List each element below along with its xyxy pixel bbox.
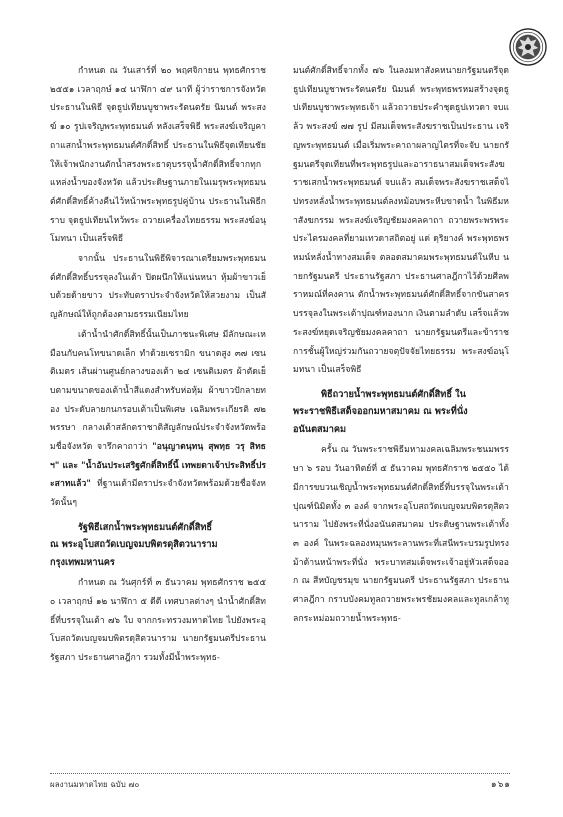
heading-line: ณ พระอุโบสถวัดเบญจมบพิตรดุสิตวนาราม xyxy=(50,539,218,551)
left-column xyxy=(50,62,266,668)
inscription-quote: "อนุญาตนฺทนฺ สุพทฺธ วรุ สิทธ ฯ" และ "น้ำอันประเสริฐศักดิ์สิทธิ์นี้ เทพยดาเจ้าประสิทธิ์ประสาทแล้ว" xyxy=(50,442,266,490)
paragraph: กำหนด ณ วันศุกร์ที่ ๓ ธันวาคม พุทธศักราช ๒๕๕๐ เวลาฤกษ์ ๑๒ นาฬิกา ๕ ดีดี เทศบาลต่างๆ นำน้ำศักดิ์สิทธิ์ที่บรรจุในเต้า ๗๖ ใบ จากกระทรวงมหาดไทย ไปยังพระอุโบสถวัดเบญจมบพิตรดุสิตวนาราม นายกรัฐมนตรีประธานรัฐสภา ประธานศาลฎีกา รวมทั้งมีน้ำพระพุทธ- xyxy=(50,578,266,664)
heading-line: พิธีถวายน้ำพระพุทธมนต์ศักดิ์สิทธิ์ ใน xyxy=(321,388,466,400)
heading-line: กรุงเทพมหานคร xyxy=(50,556,115,568)
paragraph-text: เต้าน้ำนำศักดิ์สิทธิ์นั้นเป็นภาชนะพิเศษ มีลักษณะเหมือนกับคนโทขนาดเล็ก ทำด้วยเซรามิก ขนาดสูง ๓๗ เซนติเมตร เส้นผ่านศูนย์กลางของเต้า ๒๔ เซนติเมตร ผ้าตัดเย็บตามขนาดของเต้าน้ำสีแดงสำหรับห่อหุ้ม ผ้าขาวปักลายทอง ประดับลายกนกรอบเต้าเป็นพิเศษ เฉลิมพระเกียรติ ๗๒ พรรษา กลางเต้าสลักตราชาติสัญลักษณ์ประจำจังหวัดพร้อมชื่อจังหวัด จารึกคาถาว่า xyxy=(50,329,266,453)
section-heading xyxy=(293,386,509,439)
right-column xyxy=(293,62,509,628)
paragraph xyxy=(50,326,266,513)
paragraph: ครั้น ณ วันพระราชพิธีมหามงคลเฉลิมพระชนมพรรษา ๖ รอบ วันอาทิตย์ที่ ๕ ธันวาคม พุทธศักราช ๒๕๕๐ ได้มีการขบวนเชิญน้ำพระพุทธมนต์ศักดิ์สิทธิ์ที่บรรจุในพระเต้าปุณฑ์นิมิตทั้ง ๓ องค์ จากพระอุโบสถวัดเบญจมบพิตรดุสิตวนาราม ไปยังพระที่นั่งอนันตสมาคม ประดิษฐานพระเต้าทั้ง ๓ องค์ ในพระฉลองหมุนพระลานพระที่เสนีพระบรมรูปทรงม้าด้านหน้าพระที่นั่ง พระบาทสมเด็จพระเจ้าอยู่หัวเสด็จออก ณ สีหบัญชรมุข นายกรัฐมนตรี ประธานรัฐสภา ประธานศาลฎีกา กราบบังคมทูลถวายพระพรชัยมงคลและทูลเกล้าทูลกระหม่อมถวายน้ำพระพุทธ- xyxy=(293,445,509,624)
paragraph: กำหนด ณ วันเสาร์ที่ ๒๐ พฤศจิกายน พุทธศักราช ๒๕๕๑ เวลาฤกษ์ ๑๔ นาฬิกา ๔๙ นาที ผู้ว่าราชการจังหวัดประธานในพิธี จุดธูปเทียนบูชาพระรัตนตรัย นิมนต์ พระสงฆ์ ๑๐ รูปเจริญพระพุทธมนต์ หลังเสร็จพิธี พระสงฆ์เจริญคาถาแสกน้ำพระพุทธมนต์ศักดิ์สิทธิ์ ประธานในพิธีจุดเทียนชัยให้เจ้าพนักงานตักน้ำสรงพระธาตุบรรจุน้ำศักดิ์สิทธิ์จากทุกแหล่งน้ำของจังหวัด แล้วประดิษฐานภายในเมรุพระพุทธมนต์ศักดิ์สิทธิ์ค้างคืนไว้หน้าพระพุทธรูปคู่บ้าน ประธานในพิธีกราบ จุดธูปเทียนไหว้พระ ถวายเครื่องไทยธรรม พระสงฆ์อนุโมทนา เป็นเสร็จพิธี xyxy=(50,66,266,245)
paragraph-text: ที่ฐานเต้ามีตราประจำจังหวัดพร้อมด้วยชื่อจังหวัดนั้นๆ xyxy=(50,479,266,509)
heading-line: พระราชพิธีเสด็จออกมหาสมาคม ณ พระที่นั่ง xyxy=(293,406,468,418)
garuda-emblem-icon xyxy=(509,28,547,66)
heading-line: รัฐพิธีเสกน้ำพระพุทธมนต์ศักดิ์สิทธิ์ xyxy=(78,521,212,533)
footer-divider xyxy=(50,773,510,774)
page-number: ๑๖๑ xyxy=(490,780,511,790)
paragraph: จากนั้น ประธานในพิธีพิจารณาเตรียมพระพุทธมนต์ศักดิ์สิทธิ์บรรจุลงในเต้า ปิดผนึกให้แน่นหนา หุ้มผ้าขาวเย็บด้วยด้ายขาว ประทับตราประจำจังหวัดให้สวยงาม เป็นสัญลักษณ์ให้ถูกต้องตามธรรมเนียมไทย xyxy=(50,254,266,321)
heading-line: อนันตสมาคม xyxy=(293,423,347,435)
section-heading xyxy=(50,519,266,572)
footer-publication: ผลงานมหาดไทย ฉบับ ๗๐ xyxy=(50,780,140,789)
paragraph: มนต์ศักดิ์สิทธิ์จากทั้ง ๗๖ ในลงมหาสังคหนายกรัฐมนตรีจุดธูปเทียนบูชาพระรัตนตรัย นิมนต์ พระพุทธพรหมสร้างจุดธูปเทียนบูชาพระพุทธเจ้า แล้วถวายประคำชุดธูปเทวดา จบแล้ว พระสงฆ์ ๗๗ รูป มีสมเด็จพระสังฆราชเป็นประธาน เจริญพระพุทธมนต์ เมื่อเริ่มพระคาถาผลาญไตรที่จะจับ นายกรัฐมนตรีจุดเทียนที่พระพุทธรูปและอาราธนาสมเด็จพระสังฆราชเสกน้ำพระพุทธมนต์ จบแล้ว สมเด็จพระสังฆราชเสด็จไปทรงหลั่งน้ำพระพุทธมนต์ลงหม้อบพระหีบขาดน้ำ ในพิธีมหาสังฆกรรม พระสงฆ์เจริญชัยมงคลคาถา ถวายพระพรพระประไตรมงคลที่ยามเทวดาสถิตอยู่ แด่ ดุริยางค์ พระพุทธพรหมน์หลั่งน้ำทางสมเด็จ ตลอดสมาคมพระพุทธมนต์ในหีบ นายกรัฐมนตรี ประธานรัฐสภา ประธานศาลฎีกาไว้ด้วยศีลพราหมณ์ที่คงคาน ตักน้ำพระพุทธมนต์ศักดิ์สิทธิ์จากขันสาครบรรจุลงในพระเต้าปุณฑ์ทองนาก เงินตามลำดับ เสร็จแล้วพระสงฆ์หยุดเจริญชัยมงคลคาถา นายกรัฐมนตรีและข้าราชการชั้นผู้ใหญ่ร่วมกันถวายจตุปัจจัยไทยธรรม พระสงฆ์อนุโมทนา เป็นเสร็จพิธี xyxy=(293,66,509,376)
